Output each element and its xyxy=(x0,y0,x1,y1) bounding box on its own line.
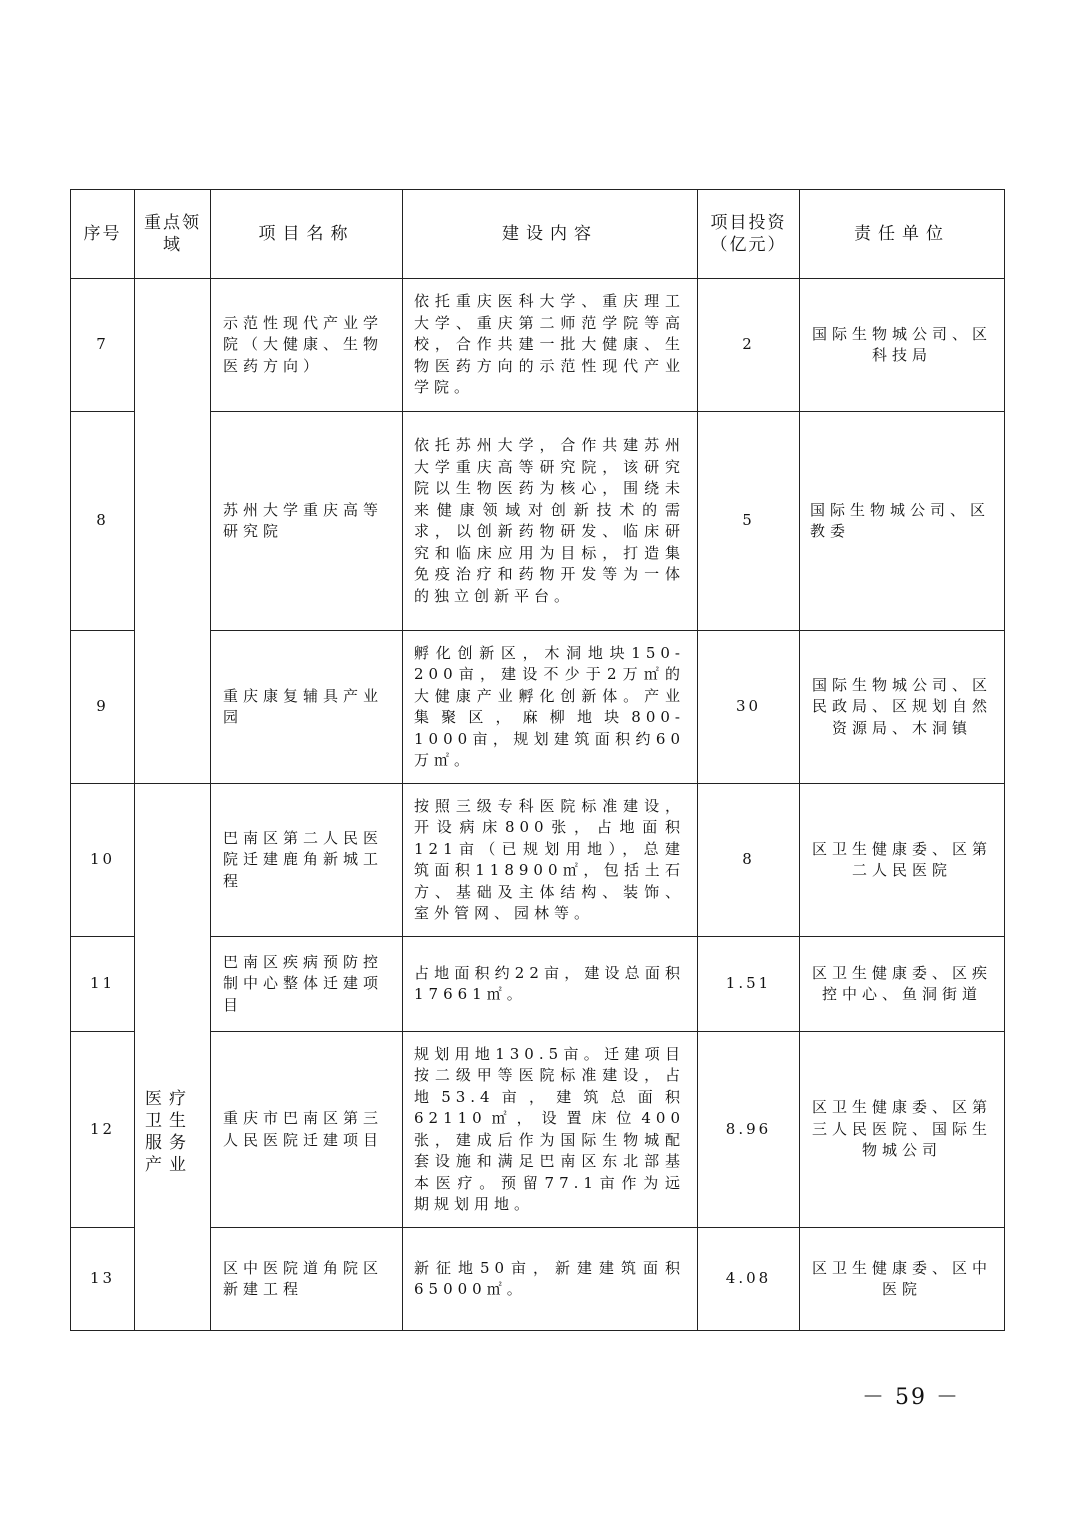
header-unit: 责任单位 xyxy=(800,190,1005,279)
row-content: 规划用地130.5亩。迁建项目按二级甲等医院标准建设，占地53.4亩，建筑总面积62110㎡，设置床位400张，建成后作为国际生物城配套设施和满足巴南区东北部基本医疗。预留77.1亩作为远期规划用地。 xyxy=(403,1032,698,1228)
row-project-name: 重庆市巴南区第三人民医院迁建项目 xyxy=(211,1032,403,1228)
row-seq: 13 xyxy=(71,1228,135,1331)
row-investment: 1.51 xyxy=(698,937,800,1032)
row-content: 依托苏州大学，合作共建苏州大学重庆高等研究院，该研究院以生物医药为核心，围绕未来健康领域对创新技术的需求，以创新药物研发、临床研究和临床应用为目标，打造集免疫治疗和药物开发等为一体的独立创新平台。 xyxy=(403,412,698,631)
row-unit: 区卫生健康委、区第三人民医院、国际生物城公司 xyxy=(800,1032,1005,1228)
row-investment: 4.08 xyxy=(698,1228,800,1331)
row-seq: 12 xyxy=(71,1032,135,1228)
row-project-name: 苏州大学重庆高等研究院 xyxy=(211,412,403,631)
row-project-name: 巴南区第二人民医院迁建鹿角新城工程 xyxy=(211,784,403,937)
table-row xyxy=(71,1228,1005,1331)
row-unit: 国际生物城公司、区科技局 xyxy=(800,279,1005,412)
row-unit: 国际生物城公司、区教委 xyxy=(800,412,1005,631)
domain-label: 医疗卫生服务产业 xyxy=(145,1089,193,1175)
row-investment: 2 xyxy=(698,279,800,412)
row-content: 依托重庆医科大学、重庆理工大学、重庆第二师范学院等高校，合作共建一批大健康、生物医药方向的示范性现代产业学院。 xyxy=(403,279,698,412)
row-project-name: 重庆康复辅具产业园 xyxy=(211,631,403,784)
page-number: － 59 － xyxy=(862,1385,960,1410)
header-investment: 项目投资（亿元） xyxy=(698,190,800,279)
row-investment: 8 xyxy=(698,784,800,937)
row-content: 占地面积约22亩，建设总面积17661㎡。 xyxy=(403,937,698,1032)
row-seq: 10 xyxy=(71,784,135,937)
header-domain: 重点领域 xyxy=(135,190,211,279)
header-name: 项目名称 xyxy=(211,190,403,279)
row-project-name: 巴南区疾病预防控制中心整体迁建项目 xyxy=(211,937,403,1032)
row-investment: 30 xyxy=(698,631,800,784)
row-seq: 9 xyxy=(71,631,135,784)
row-unit: 区卫生健康委、区疾控中心、鱼洞街道 xyxy=(800,937,1005,1032)
domain-cell-prev xyxy=(135,279,211,784)
project-table-wrapper xyxy=(70,189,1004,1331)
row-unit: 国际生物城公司、区民政局、区规划自然资源局、木洞镇 xyxy=(800,631,1005,784)
table-row xyxy=(71,784,1005,937)
table-header-row xyxy=(71,190,1005,279)
row-content: 新征地50亩，新建建筑面积65000㎡。 xyxy=(403,1228,698,1331)
header-seq: 序号 xyxy=(71,190,135,279)
row-unit: 区卫生健康委、区第二人民医院 xyxy=(800,784,1005,937)
row-seq: 11 xyxy=(71,937,135,1032)
row-content: 按照三级专科医院标准建设，开设病床800张，占地面积121亩（已规划用地），总建筑面积118900㎡，包括土石方、基础及主体结构、装饰、室外管网、园林等。 xyxy=(403,784,698,937)
table-row xyxy=(71,631,1005,784)
table-row xyxy=(71,937,1005,1032)
row-project-name: 示范性现代产业学院（大健康、生物医药方向） xyxy=(211,279,403,412)
table-row xyxy=(71,279,1005,412)
table-row xyxy=(71,1032,1005,1228)
row-seq: 8 xyxy=(71,412,135,631)
row-investment: 5 xyxy=(698,412,800,631)
row-seq: 7 xyxy=(71,279,135,412)
project-table xyxy=(70,189,1005,1331)
table-row xyxy=(71,412,1005,631)
domain-cell xyxy=(135,784,211,1331)
row-unit: 区卫生健康委、区中医院 xyxy=(800,1228,1005,1331)
row-project-name: 区中医院道角院区新建工程 xyxy=(211,1228,403,1331)
header-content: 建设内容 xyxy=(403,190,698,279)
row-content: 孵化创新区，木洞地块150-200亩，建设不少于2万㎡的大健康产业孵化创新体。产业集聚区，麻柳地块800-1000亩，规划建筑面积约60万㎡。 xyxy=(403,631,698,784)
row-investment: 8.96 xyxy=(698,1032,800,1228)
